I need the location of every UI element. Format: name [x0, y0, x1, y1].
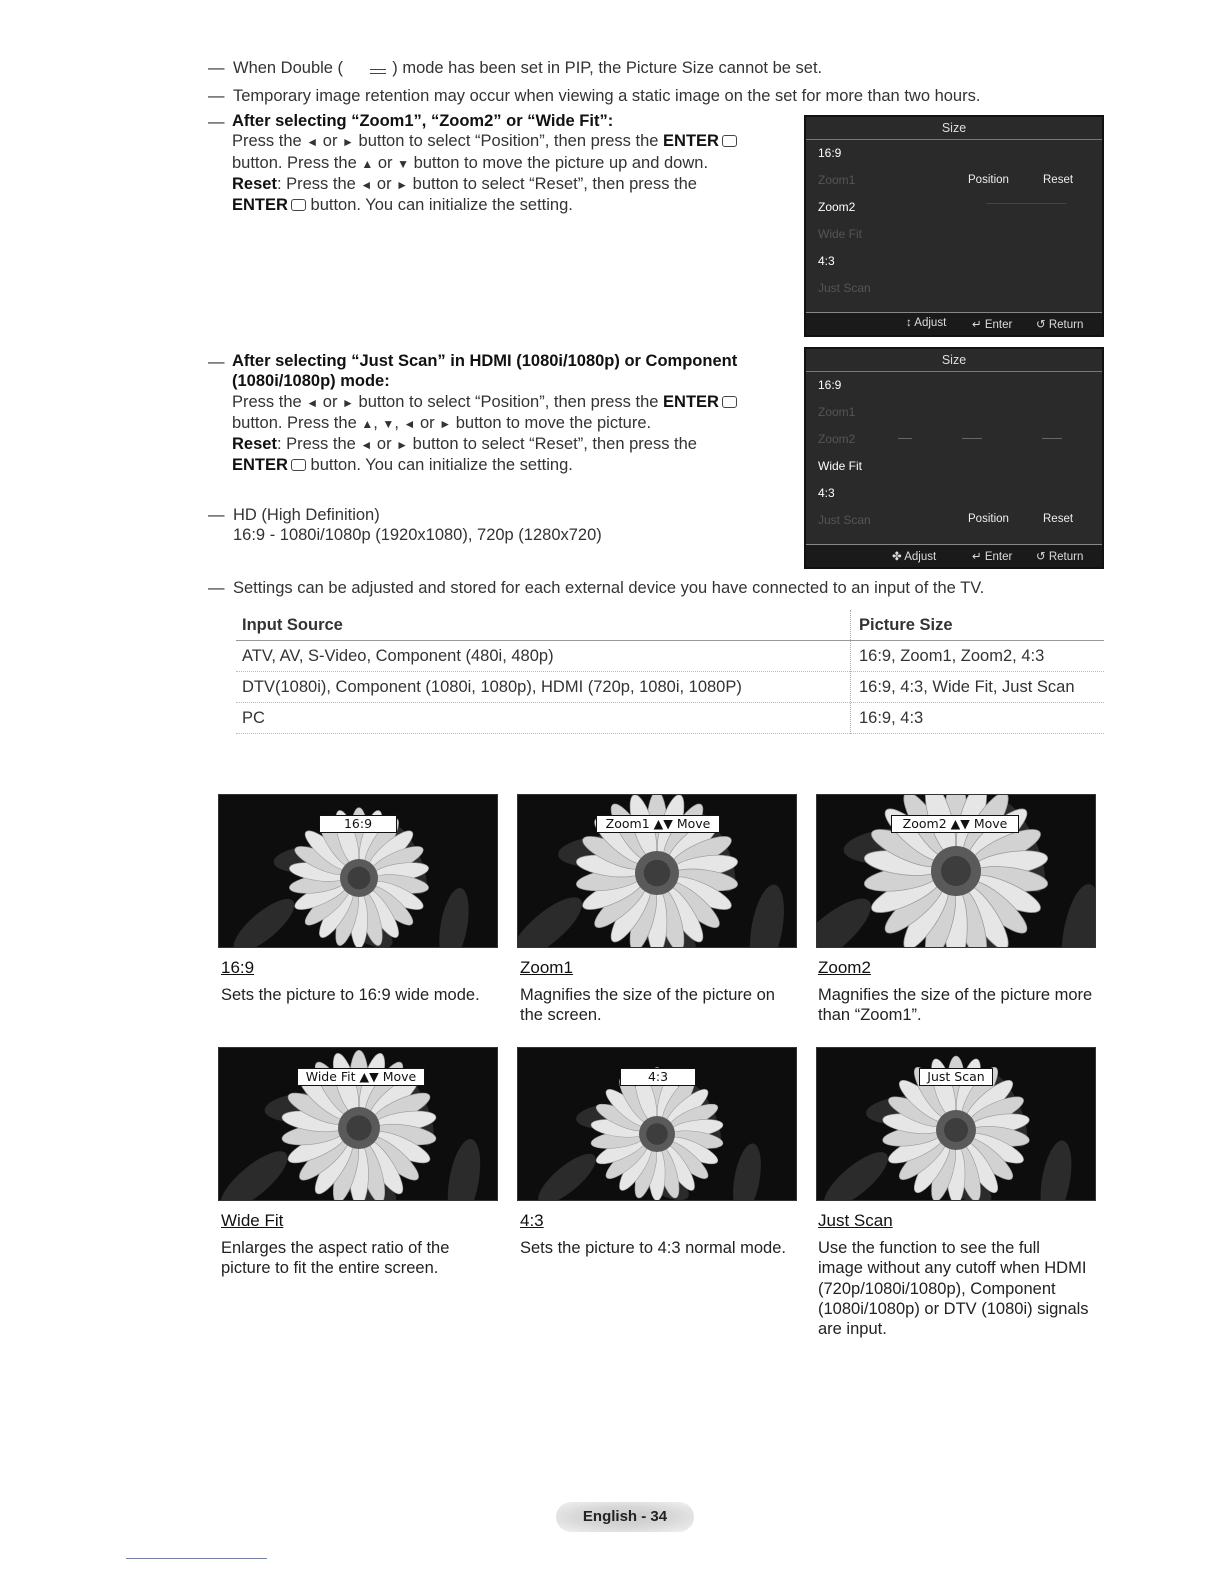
justscan-line-1: Press the ◄ or ► button to select “Position”, then press the ENTER [232, 392, 737, 413]
zoom-line-2: button. Press the ▲ or ▼ button to move the picture up and down. [232, 153, 709, 172]
preview-wide-fit [218, 1047, 498, 1201]
reset-button[interactable]: Reset [1043, 174, 1074, 186]
menu-divider [986, 203, 1066, 204]
enter-hint: ↵ Enter [972, 319, 1013, 331]
osd-label: 4:3 [620, 1068, 696, 1086]
justscan-heading-2: (1080i/1080p) mode: [232, 372, 390, 391]
menu-item-wide-fit[interactable]: Wide Fit [818, 459, 863, 473]
menu-divider [962, 438, 982, 439]
note-dash: — [208, 59, 225, 77]
note-text-before: When Double ( [233, 59, 344, 77]
page-number: English - 34 [556, 1502, 694, 1532]
reset-label: Reset [232, 174, 277, 193]
menu-item-zoom1[interactable]: Zoom1 [818, 173, 856, 187]
osd-label: Wide Fit ▲▼ Move [297, 1068, 425, 1086]
enter-label: ENTER [663, 132, 719, 151]
mode-title-4-3: 4:3 [520, 1211, 544, 1230]
size-menu-wide-fit [804, 347, 1104, 569]
mode-desc-wide-fit: Enlarges the aspect ratio of the picture to fit the entire screen. [221, 1239, 450, 1278]
menu-item-zoom1[interactable]: Zoom1 [818, 405, 856, 419]
size-menu-title: Size [806, 349, 1102, 372]
position-button[interactable]: Position [968, 513, 1009, 525]
right-arrow-icon: ► [439, 416, 452, 431]
osd-label: Zoom1 ▲▼ Move [596, 815, 720, 833]
mode-title-just-scan: Just Scan [818, 1211, 893, 1230]
mode-desc-16-9: Sets the picture to 16:9 wide mode. [221, 986, 480, 1004]
left-arrow-icon: ◄ [306, 135, 319, 150]
justscan-section [232, 351, 737, 476]
adjust-hint: ✤ Adjust [892, 551, 937, 563]
zoom-line-4: ENTER button. You can initialize the setting. [232, 196, 573, 215]
menu-footer [806, 312, 1102, 335]
menu-item-just-scan[interactable]: Just Scan [818, 513, 871, 527]
preview-zoom1 [517, 794, 797, 948]
enter-icon [722, 396, 737, 408]
return-hint: ↺ Return [1036, 319, 1084, 331]
justscan-line-4: ENTER button. You can initialize the setting. [232, 456, 573, 475]
down-arrow-icon: ▼ [382, 416, 395, 431]
menu-item-wide-fit[interactable]: Wide Fit [818, 227, 863, 241]
bottom-rule [126, 1558, 267, 1559]
right-arrow-icon: ► [342, 135, 354, 150]
menu-item-16-9[interactable]: 16:9 [818, 146, 842, 160]
cell-input-source: PC [242, 709, 265, 727]
right-arrow-icon: ► [396, 438, 409, 453]
menu-item-4-3[interactable]: 4:3 [818, 486, 835, 500]
menu-divider [1042, 438, 1062, 439]
mode-desc-zoom1: Magnifies the size of the picture on the screen. [520, 986, 775, 1025]
up-arrow-icon: ▲ [361, 156, 374, 171]
mode-desc-zoom2: Magnifies the size of the picture more than “Zoom1”. [818, 986, 1093, 1025]
double-mode-icon [348, 61, 388, 73]
mode-title-zoom2: Zoom2 [818, 958, 871, 977]
table-row [236, 672, 1104, 703]
note-text: Settings can be adjusted and stored for each external device you have connected to an input of the TV. [233, 579, 985, 597]
justscan-heading-1: After selecting “Just Scan” in HDMI (1080i/1080p) or Component [232, 352, 738, 370]
mode-desc-just-scan: Use the function to see the full image without any cutoff when HDMI (720p/1080i/1080p), Component (1080i/1080p) or DTV (1080i) signals are input. [818, 1239, 1089, 1339]
mode-title-16-9: 16:9 [221, 958, 255, 977]
note-dash: — [208, 87, 225, 105]
menu-item-16-9[interactable]: 16:9 [818, 378, 842, 392]
note-dash: — [208, 579, 225, 597]
header-input-source: Input Source [242, 616, 343, 634]
zoom-line-1: Press the ◄ or ► button to select “Position”, then press the ENTER [232, 131, 737, 152]
hd-line-2: 16:9 - 1080i/1080p (1920x1080), 720p (1280x720) [233, 526, 602, 544]
size-menu-zoom2 [804, 115, 1104, 337]
note-dash: — [208, 506, 225, 524]
size-menu-title: Size [806, 117, 1102, 140]
right-arrow-icon: ► [396, 177, 409, 192]
enter-icon [722, 135, 737, 147]
left-arrow-icon: ◄ [403, 416, 416, 431]
left-arrow-icon: ◄ [360, 438, 373, 453]
osd-label: Just Scan [919, 1068, 993, 1086]
adjust-hint: ↕ Adjust [906, 317, 947, 329]
reset-button[interactable]: Reset [1043, 513, 1074, 525]
preview-4-3 [517, 1047, 797, 1201]
zoom-section [232, 111, 737, 215]
enter-icon [291, 199, 306, 211]
menu-item-4-3[interactable]: 4:3 [818, 254, 835, 268]
menu-divider [898, 438, 912, 439]
cell-input-source: DTV(1080i), Component (1080i, 1080p), HDMI (720p, 1080i, 1080P) [242, 678, 742, 696]
left-arrow-icon: ◄ [306, 395, 319, 410]
mode-title-wide-fit: Wide Fit [221, 1211, 284, 1230]
osd-label: Zoom2 ▲▼ Move [891, 815, 1019, 833]
justscan-line-3: Reset: Press the ◄ or ► button to select “Reset”, then press the [232, 435, 697, 454]
left-arrow-icon: ◄ [360, 177, 373, 192]
preview-16-9 [218, 794, 498, 948]
header-picture-size: Picture Size [859, 616, 953, 634]
justscan-line-2: button. Press the ▲, ▼, ◄ or ► button to move the picture. [232, 413, 652, 432]
table-header [236, 610, 1104, 641]
enter-hint: ↵ Enter [972, 551, 1013, 563]
hd-line-1: HD (High Definition) [233, 506, 380, 524]
right-arrow-icon: ► [342, 395, 354, 410]
down-arrow-icon: ▼ [397, 156, 409, 171]
osd-label: 16:9 [319, 815, 397, 833]
preview-just-scan [816, 1047, 1096, 1201]
cell-picture-size: 16:9, 4:3 [859, 709, 924, 727]
cell-input-source: ATV, AV, S-Video, Component (480i, 480p) [242, 647, 554, 665]
preview-zoom2 [816, 794, 1096, 948]
note-text-after: ) mode has been set in PIP, the Picture Size cannot be set. [392, 59, 823, 77]
menu-footer [806, 544, 1102, 567]
zoom-line-3: Reset: Press the ◄ or ► button to select “Reset”, then press the [232, 174, 697, 193]
menu-item-zoom2[interactable]: Zoom2 [818, 200, 856, 214]
note-text: Temporary image retention may occur when viewing a static image on the set for more than two hours. [233, 87, 981, 105]
position-button[interactable]: Position [968, 174, 1009, 186]
return-hint: ↺ Return [1036, 551, 1084, 563]
cell-picture-size: 16:9, Zoom1, Zoom2, 4:3 [859, 647, 1045, 665]
table-row [236, 641, 1104, 672]
zoom-section-heading: After selecting “Zoom1”, “Zoom2” or “Wide Fit”: [232, 112, 614, 130]
menu-item-zoom2[interactable]: Zoom2 [818, 432, 856, 446]
mode-title-zoom1: Zoom1 [520, 958, 573, 977]
cell-picture-size: 16:9, 4:3, Wide Fit, Just Scan [859, 678, 1075, 696]
mode-desc-4-3: Sets the picture to 4:3 normal mode. [520, 1239, 786, 1257]
menu-item-just-scan[interactable]: Just Scan [818, 281, 871, 295]
table-row [236, 703, 1104, 734]
enter-icon [291, 459, 306, 471]
up-arrow-icon: ▲ [361, 416, 374, 431]
